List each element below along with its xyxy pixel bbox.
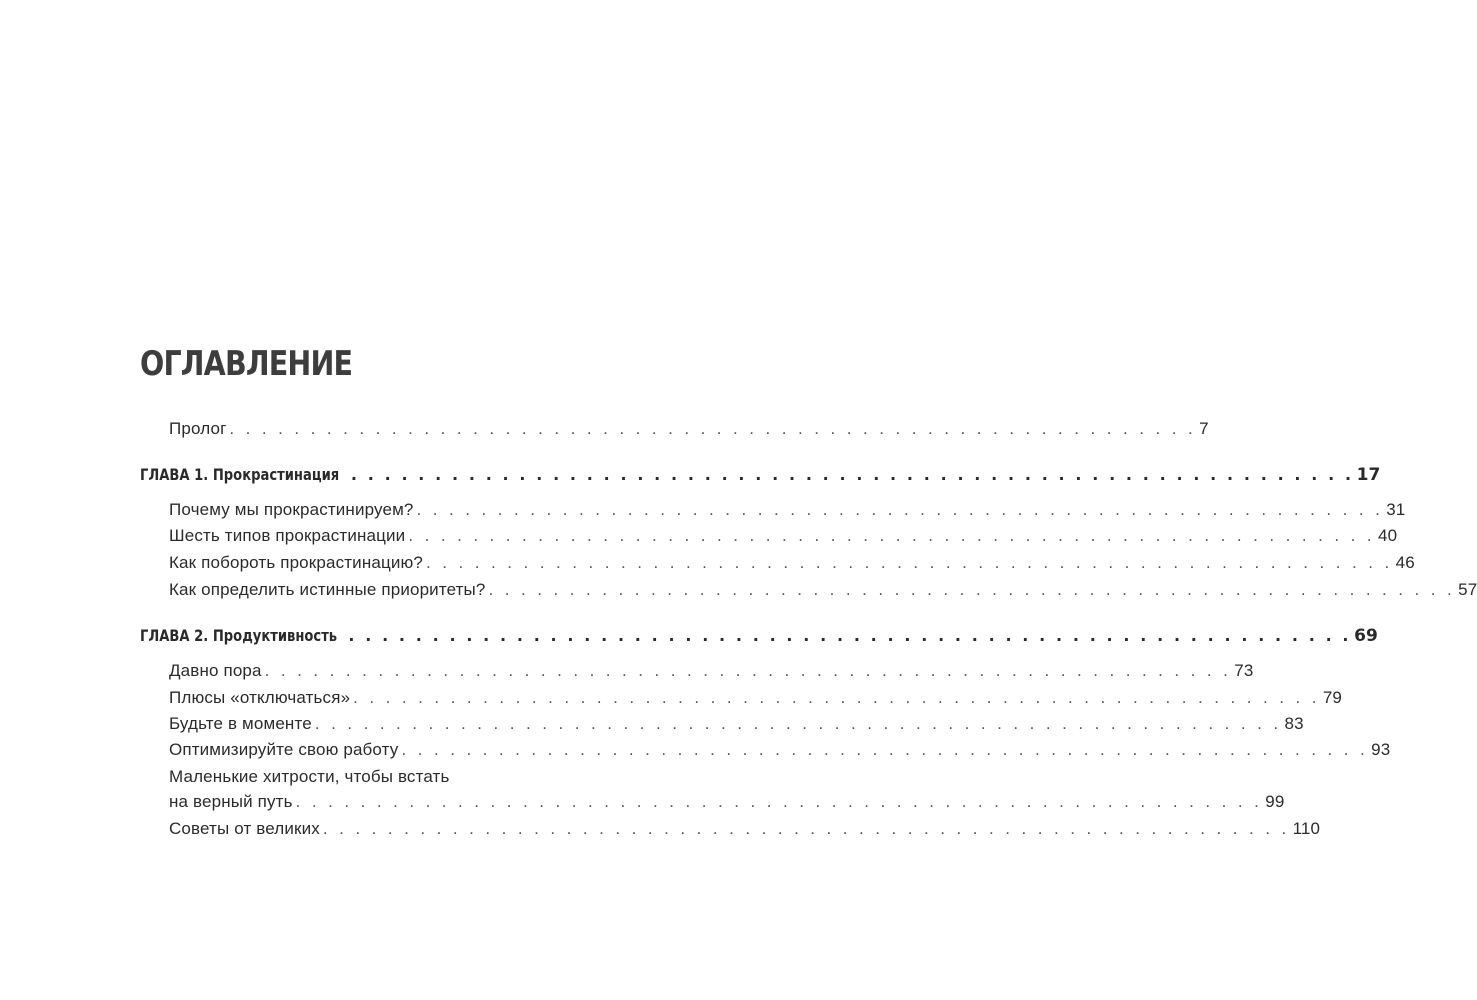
- toc-entry-label: на верный путь: [169, 792, 293, 811]
- dot-leader: . . . . . . . . . . . . . . . . . . . . . . . . . . . . . . . . . . . . . . . . . . . . . . . . . . . . . . . . . . . .: [322, 819, 1290, 838]
- toc-entry[interactable]: [169, 789, 1285, 815]
- toc-page-number: 7: [1199, 419, 1209, 438]
- dot-leader: . . . . . . . . . . . . . . . . . . . . . . . . . . . . . . . . . . . . . . . . . . . . . . . . . . . . . . . . . . . .: [264, 661, 1232, 680]
- toc-page-number: 31: [1386, 500, 1406, 519]
- toc-entry[interactable]: [169, 523, 1398, 549]
- toc-chapter-label: ГЛАВА 2. Продуктивность: [140, 626, 338, 645]
- toc-page-number: 69: [1354, 626, 1378, 646]
- toc-page-number: 73: [1234, 661, 1254, 680]
- toc-entry[interactable]: [169, 816, 1321, 842]
- toc-entry[interactable]: [169, 685, 1343, 711]
- dot-leader: . . . . . . . . . . . . . . . . . . . . . . . . . . . . . . . . . . . . . . . . . . . . . . . . . . . . . . . . . . . .: [348, 626, 1352, 645]
- dot-leader: . . . . . . . . . . . . . . . . . . . . . . . . . . . . . . . . . . . . . . . . . . . . . . . . . . . . . . . . . . . .: [229, 419, 1197, 438]
- toc-entry-label: Как определить истинные приоритеты?: [169, 580, 486, 599]
- dot-leader: . . . . . . . . . . . . . . . . . . . . . . . . . . . . . . . . . . . . . . . . . . . . . . . . . . . . . . . . . . . .: [350, 465, 1354, 484]
- toc-entry-label: Советы от великих: [169, 819, 320, 838]
- toc-entry-label: Почему мы прокрастинируем?: [169, 500, 414, 519]
- toc-entry-label: Пролог: [169, 419, 227, 438]
- toc-page-number: 110: [1292, 819, 1321, 838]
- toc-entry[interactable]: [169, 658, 1254, 684]
- dot-leader: . . . . . . . . . . . . . . . . . . . . . . . . . . . . . . . . . . . . . . . . . . . . . . . . . . . . . . . . . . . .: [353, 688, 1320, 707]
- dot-leader: . . . . . . . . . . . . . . . . . . . . . . . . . . . . . . . . . . . . . . . . . . . . . . . . . . . . . . . . . . . .: [408, 526, 1375, 545]
- toc-entry[interactable]: [169, 711, 1304, 737]
- toc-entry-label: Маленькие хитрости, чтобы встать: [169, 767, 450, 786]
- dot-leader: . . . . . . . . . . . . . . . . . . . . . . . . . . . . . . . . . . . . . . . . . . . . . . . . . . . . . . . . . . . .: [401, 740, 1369, 759]
- toc-page-number: 99: [1265, 792, 1285, 811]
- toc-entry[interactable]: [169, 577, 1477, 603]
- toc-page-number: 46: [1395, 553, 1415, 572]
- toc-entry-label: Давно пора: [169, 661, 262, 680]
- dot-leader: . . . . . . . . . . . . . . . . . . . . . . . . . . . . . . . . . . . . . . . . . . . . . . . . . . . . . . . . . . . .: [488, 580, 1456, 599]
- page-title: ОГЛАВЛЕНИЕ: [140, 344, 353, 384]
- toc-chapter-label: ГЛАВА 1. Прокрастинация: [140, 465, 340, 484]
- toc-entry-label: Будьте в моменте: [169, 714, 312, 733]
- toc-chapter-2[interactable]: [140, 623, 1378, 649]
- toc-entry-label: Как побороть прокрастинацию?: [169, 553, 423, 572]
- dot-leader: . . . . . . . . . . . . . . . . . . . . . . . . . . . . . . . . . . . . . . . . . . . . . . . . . . . . . . . . . . . .: [314, 714, 1282, 733]
- toc-page-number: 40: [1377, 526, 1398, 545]
- toc-entry-first-line[interactable]: [169, 764, 627, 790]
- toc-entry[interactable]: [169, 737, 1391, 763]
- toc-page-number: 93: [1371, 740, 1391, 759]
- dot-leader: . . . . . . . . . . . . . . . . . . . . . . . . . . . . . . . . . . . . . . . . . . . . . . . . . . . . . . . . . . . .: [295, 792, 1263, 811]
- toc-page-number: 79: [1322, 688, 1343, 707]
- toc-entry[interactable]: [169, 497, 1406, 523]
- toc-entry-label: Шесть типов прокрастинации: [169, 526, 406, 545]
- dot-leader: . . . . . . . . . . . . . . . . . . . . . . . . . . . . . . . . . . . . . . . . . . . . . . . . . . . . . . . . . . . .: [426, 553, 1393, 572]
- toc-page-number: 83: [1284, 714, 1304, 733]
- toc-entry-label: Оптимизируйте свою работу: [169, 740, 399, 759]
- toc-entry-prologue[interactable]: [169, 416, 1209, 442]
- toc-page-number: 57: [1458, 580, 1477, 599]
- toc-entry-label: Плюсы «отключаться»: [169, 688, 351, 707]
- dot-leader: . . . . . . . . . . . . . . . . . . . . . . . . . . . . . . . . . . . . . . . . . . . . . . . . . . . . . . . . . . . .: [416, 500, 1384, 519]
- toc-chapter-1[interactable]: [140, 462, 1381, 488]
- toc-page-number: 17: [1356, 465, 1381, 485]
- toc-entry[interactable]: [169, 550, 1415, 576]
